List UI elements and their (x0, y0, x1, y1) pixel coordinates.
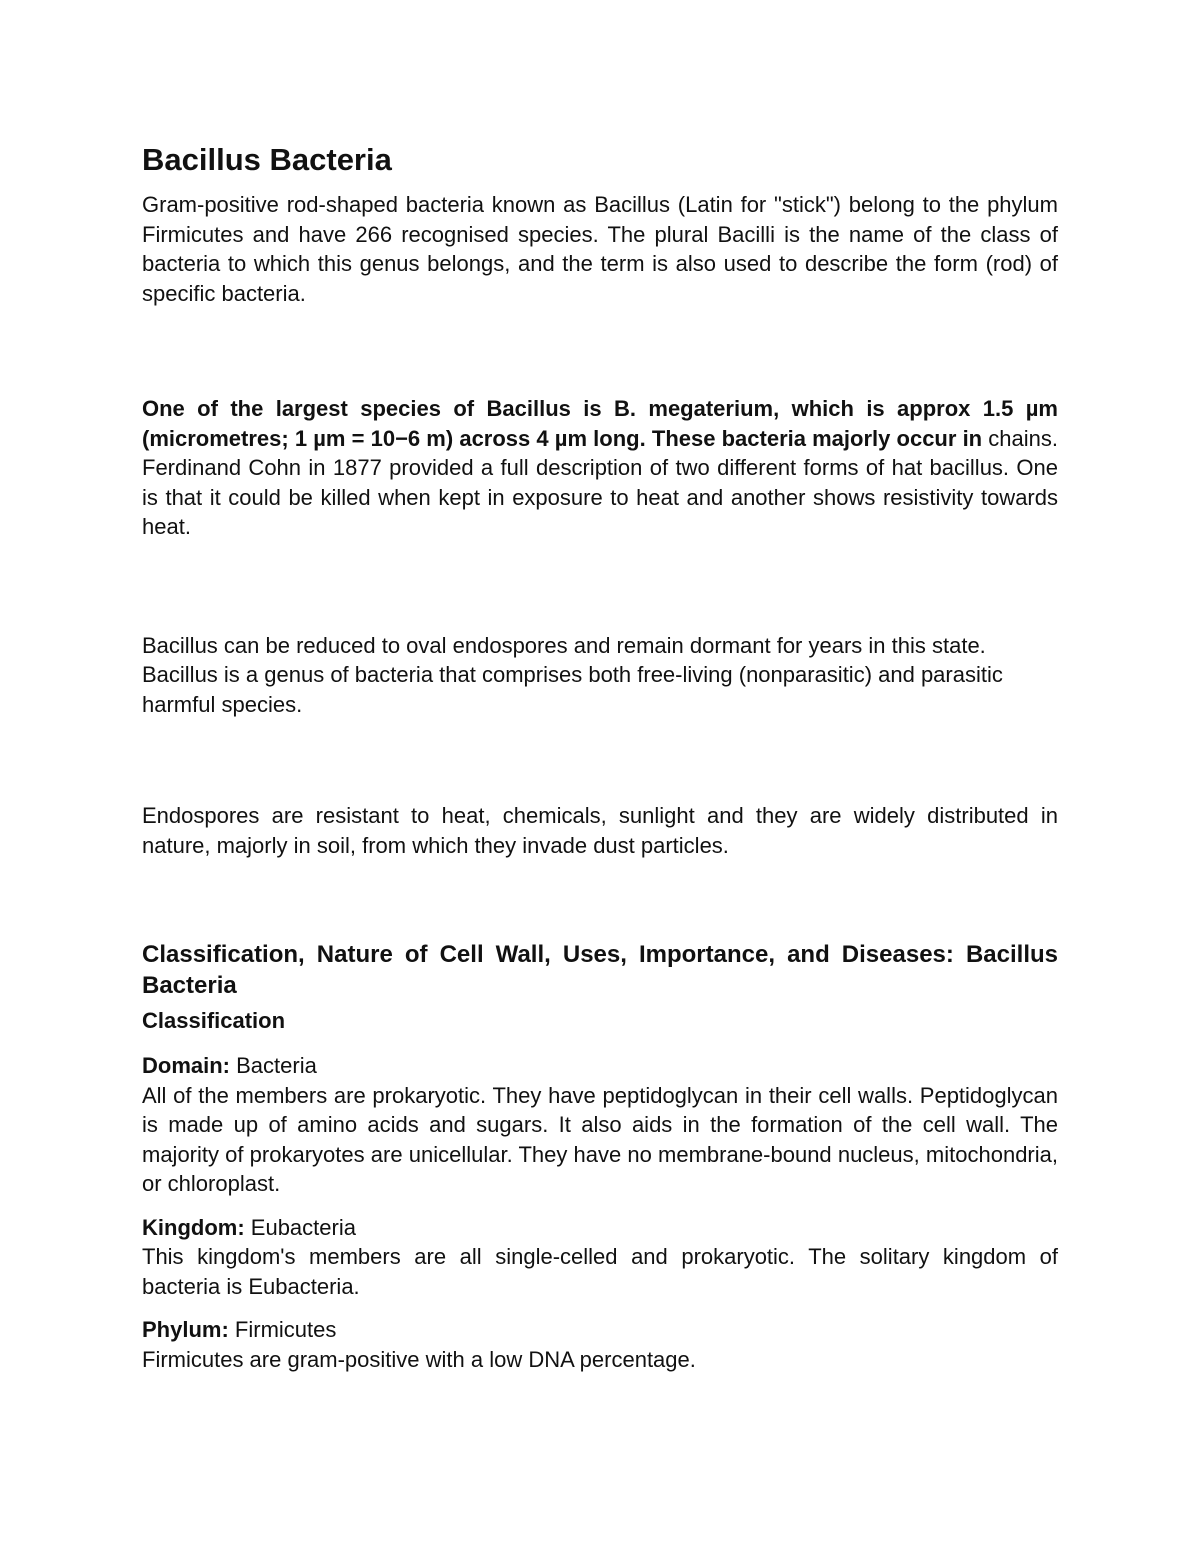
megaterium-bold-sentence: One of the largest species of Bacillus is B. megaterium, which is approx 1.5 µm (micrometres; 1 µm = 10−6 m) across 4 µm long. (142, 396, 1058, 451)
domain-description: All of the members are prokaryotic. They have peptidoglycan in their cell walls. Peptidoglycan is made up of amino acids and sugars. It also aids in the formation of the cell wall. The majority of prokaryotes are unicellular. They have no membrane-bound nucleus, mitochondria, or chloroplast. (142, 1082, 1058, 1196)
phylum-description: Firmicutes are gram-positive with a low DNA percentage. (142, 1346, 696, 1372)
endospore-dormant-paragraph: Bacillus can be reduced to oval endospores and remain dormant for years in this state. (142, 632, 986, 658)
phylum-label: Phylum: (142, 1317, 229, 1342)
intro-paragraph: Gram-positive rod-shaped bacteria known as Bacillus (Latin for "stick") belong to the phylum Firmicutes and have 266 recognised species. The plural Bacilli is the name of the class of bacteria to which this genus belongs, and the term is also used to describe the form (rod) of specific bacteria. (142, 192, 1058, 306)
classification-subheading: Classification (142, 1008, 286, 1033)
kingdom-label: Kingdom: (142, 1214, 245, 1240)
chains-bold-fragment: These bacteria majorly occur in (651, 425, 983, 451)
genus-paragraph: Bacillus is a genus of bacteria that comprises both free-living (nonparasitic) and parasitic harmful species. (142, 662, 1003, 717)
cohn-text: chains. Ferdinand Cohn in 1877 provided a full description of two different forms of hat bacillus. One is that it could be killed when kept in exposure to heat and another shows resistivity towards heat. (142, 425, 1058, 539)
kingdom-line (142, 1213, 1058, 1243)
domain-line (142, 1051, 1058, 1081)
endospore-resistance-paragraph: Endospores are resistant to heat, chemicals, sunlight and they are widely distributed in nature, majorly in soil, from which they invade dust particles. (142, 803, 1058, 858)
kingdom-description: This kingdom's members are all single-celled and prokaryotic. The solitary kingdom of bacteria is Eubacteria. (142, 1244, 1058, 1299)
document-page (142, 140, 1058, 1374)
megaterium-paragraph (142, 394, 1058, 542)
phylum-line (142, 1315, 1058, 1345)
phylum-value: Firmicutes (234, 1317, 337, 1342)
document-title: Bacillus Bacteria (142, 142, 392, 177)
kingdom-value: Eubacteria (250, 1214, 356, 1240)
domain-value: Bacteria (236, 1053, 317, 1078)
domain-label: Domain: (142, 1053, 230, 1078)
section-heading: Classification, Nature of Cell Wall, Uses, Importance, and Diseases: Bacillus Bacteria (142, 941, 1058, 999)
